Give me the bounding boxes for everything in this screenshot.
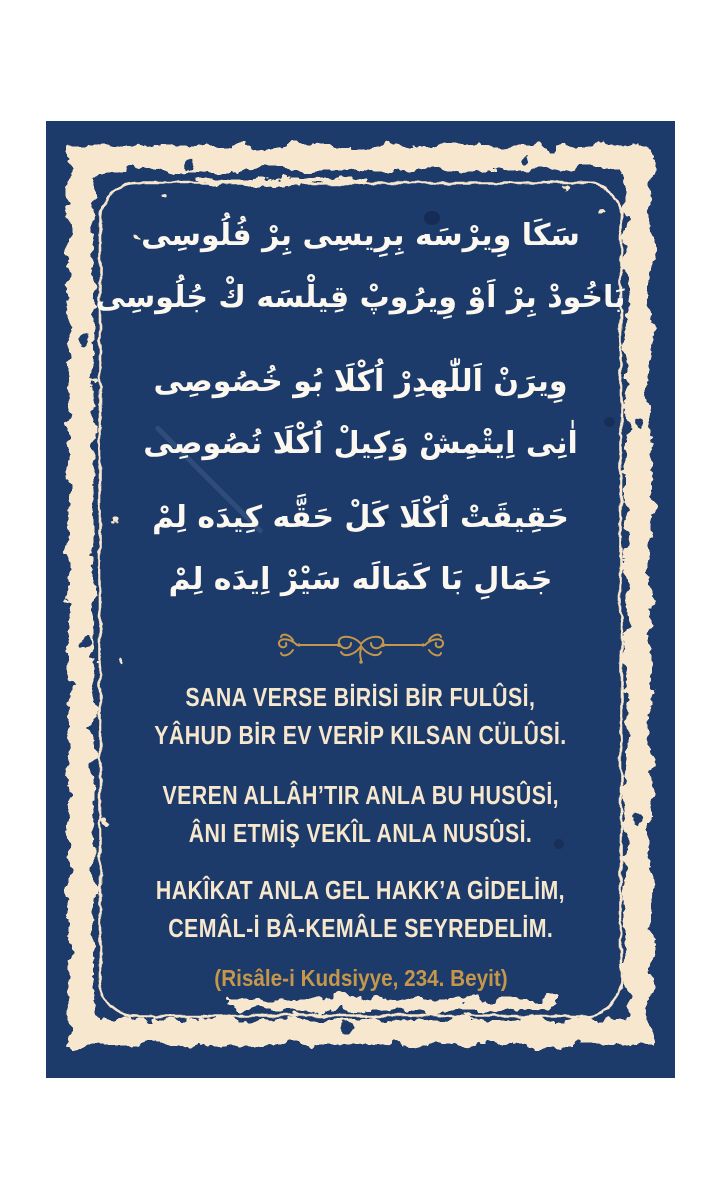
- ottoman-line-3: وِيرَنْ اَللّٰهدِرْ اُكْلَا بُو خُصُوصِى: [153, 364, 568, 399]
- turkish-line-5: HAKÎKAT ANLA GEL HAKK’A GİDELİM,: [155, 875, 566, 905]
- ottoman-line-1: سَكَا وِيرْسَه بِرِيسِى بِرْ فُلُوسِى: [141, 218, 580, 253]
- turkish-stanza-2: [46, 776, 675, 852]
- flourish-divider-icon: [271, 629, 451, 669]
- turkish-line-6: CEMÂL-İ BÂ-KEMÂLE SEYREDELİM.: [168, 913, 553, 943]
- ottoman-couplet-3: [46, 487, 675, 611]
- ottoman-line-2: يَاخُودْ بِرْ اَوْ وِيرُوپْ قِيلْسَه كْ جُلُوسِى: [95, 280, 626, 315]
- turkish-line-2: YÂHUD BİR EV VERİP KILSAN CÜLÛSİ.: [154, 720, 567, 750]
- turkish-line-1: SANA VERSE BİRİSİ BİR FULÛSİ,: [185, 682, 536, 712]
- citation: [46, 961, 675, 995]
- ottoman-line-4: اٰنِى اِيتْمِشْ وَكِيلْ اُكْلَا نُصُوصِى: [143, 426, 578, 461]
- ottoman-line-6: جَمَالِ بَا كَمَالَه سَيْرْ اِيدَه لِمْ: [168, 562, 553, 597]
- turkish-line-4: ÂNI ETMİŞ VEKÎL ANLA NUSÛSİ.: [188, 818, 533, 848]
- ottoman-couplet-2: [46, 351, 675, 475]
- poster-panel: [46, 121, 675, 1078]
- ottoman-couplet-1: [46, 205, 675, 329]
- turkish-stanza-1: [46, 678, 675, 754]
- citation-text: (Risâle-i Kudsiyye, 234. Beyit): [213, 965, 508, 991]
- turkish-line-3: VEREN ALLÂH’TIR ANLA BU HUSÛSİ,: [162, 780, 559, 810]
- ottoman-line-5: حَقِيقَتْ اُكْلَا كَلْ حَقَّه كِيدَه لِمْ: [152, 500, 569, 535]
- turkish-stanza-3: [46, 871, 675, 947]
